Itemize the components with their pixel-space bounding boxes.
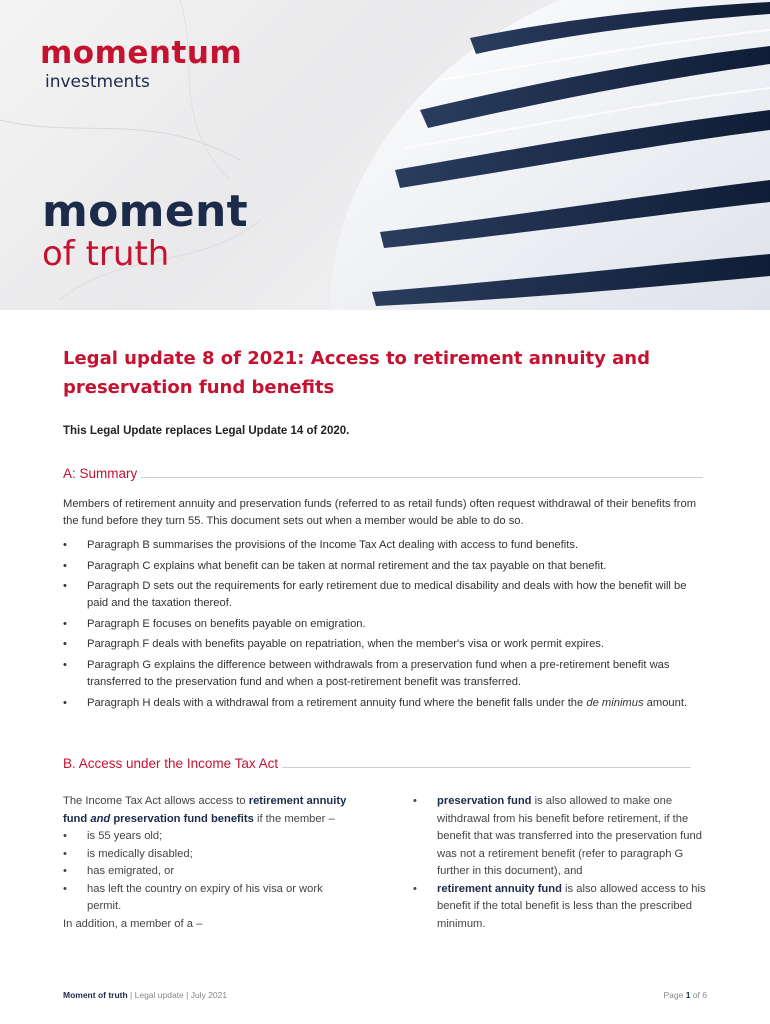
section-b-heading-text: B. Access under the Income Tax Act [63,756,279,771]
intro-text-2: if the member – [253,812,335,825]
hero-subtitle: of truth [42,234,170,274]
list-item [63,828,353,846]
list-item [63,881,353,916]
bullet-bold: preservation fund [437,795,532,807]
bullet-icon: • [63,847,67,860]
section-a-rule [141,476,703,478]
section-b-right-bullets [413,793,713,933]
intro-italic: and [90,812,111,825]
list-item [63,636,708,653]
bullet-icon: • [413,795,417,807]
bullet-bold: retirement annuity fund [437,882,562,895]
list-item [63,616,708,633]
section-a-intro: Members of retirement annuity and preservation funds (referred to as retail funds) often request withdrawal of their benefits from the fund before they turn 55. This document sets out when a member would be able to do so. [63,498,697,527]
bullet-text: is also allowed access to his benefit if the total benefit is less than the prescribed minimum. [437,882,706,930]
document-title: Legal update 8 of 2021: Access to retirement annuity and preservation fund benefits [63,348,650,398]
section-b-left-bullets [63,828,353,916]
list-item [63,578,708,612]
page-total: of 6 [690,990,707,1000]
bullet-icon: • [63,865,67,877]
bullet-icon: • [63,882,67,895]
footer-meta: | Legal update | July 2021 [127,990,228,1000]
section-a-heading [63,466,703,481]
momentum-logo [40,36,242,92]
list-item [413,793,713,881]
bullet-text: is medically disabled; [87,847,193,860]
list-item [413,881,713,934]
intro-bold: retirement annuity fund [63,795,347,825]
bullet-text: Paragraph B summarises the provisions of the Income Tax Act dealing with access to fund benefits. [87,539,579,551]
list-item [63,537,708,554]
section-b-left-outro: In addition, a member of a – [63,917,203,930]
list-item [63,657,708,691]
section-b-left-column [63,793,353,933]
section-a-heading-text: A: Summary [63,466,138,481]
bullet-text: has left the country on expiry of his visa or work permit. [87,882,323,912]
replaces-note: This Legal Update replaces Legal Update 14 of 2020. [63,425,350,437]
bullet-icon: • [63,696,67,709]
list-item [63,558,708,575]
bullet-text: Paragraph E focuses on benefits payable on emigration. [87,617,366,630]
bullet-icon: • [63,617,67,630]
bullet-text: has emigrated, or [87,865,175,877]
bullet-text: Paragraph D sets out the requirements for early retirement due to medical disability and deals with how the benefit will be paid and the taxation thereof. [87,580,687,610]
bullet-icon: • [63,559,67,572]
page-current: 1 [685,990,691,1000]
bullet-text: Paragraph G explains the difference between withdrawals from a preservation fund when a pre-retirement benefit was transferred to the preservation fund and when a post-retirement benefit was transferred. [87,658,670,688]
bullet-text: is 55 years old; [87,830,163,842]
bullet-icon: • [63,580,67,593]
bullet-text: Paragraph F deals with benefits payable on repatriation, when the member's visa or work permit expires. [87,638,605,651]
list-item [63,695,708,712]
intro-text: The Income Tax Act allows access to [63,795,249,807]
bullet-icon: • [63,539,67,551]
hero-banner [0,0,770,310]
footer-left [63,990,227,1000]
bullet-icon: • [413,882,417,895]
list-item [63,846,353,864]
page-number [664,990,708,1000]
logo-subtitle: investments [45,72,150,92]
logo-wordmark: momentum [40,35,243,71]
bullet-text: Paragraph H deals with a withdrawal from a retirement annuity fund where the benefit falls under the [87,696,587,709]
section-b-heading [63,756,691,771]
bullet-text: Paragraph C explains what benefit can be taken at normal retirement and the tax payable on that benefit. [87,559,607,572]
bullet-emphasis: de minimus [586,696,644,709]
bullet-text: is also allowed to make one withdrawal from his benefit before retirement, if the benefit that was transferred into the preservation fund was not a retirement benefit (refer to paragraph G further in this document), and [437,795,702,877]
section-b-left-intro [63,793,353,828]
bullet-icon: • [63,658,67,671]
bullet-icon: • [63,830,67,842]
section-b-right-column [413,793,713,933]
intro-bold-2: preservation fund benefits [110,812,254,825]
section-b-rule [282,766,691,768]
list-item [63,863,353,881]
section-a-bullet-list [63,537,708,715]
hero-title: moment [42,186,248,237]
bullet-icon: • [63,638,67,651]
footer-title: Moment of truth [63,990,128,1000]
bullet-text-end: amount. [643,696,688,709]
page-label: Page [663,990,686,1000]
